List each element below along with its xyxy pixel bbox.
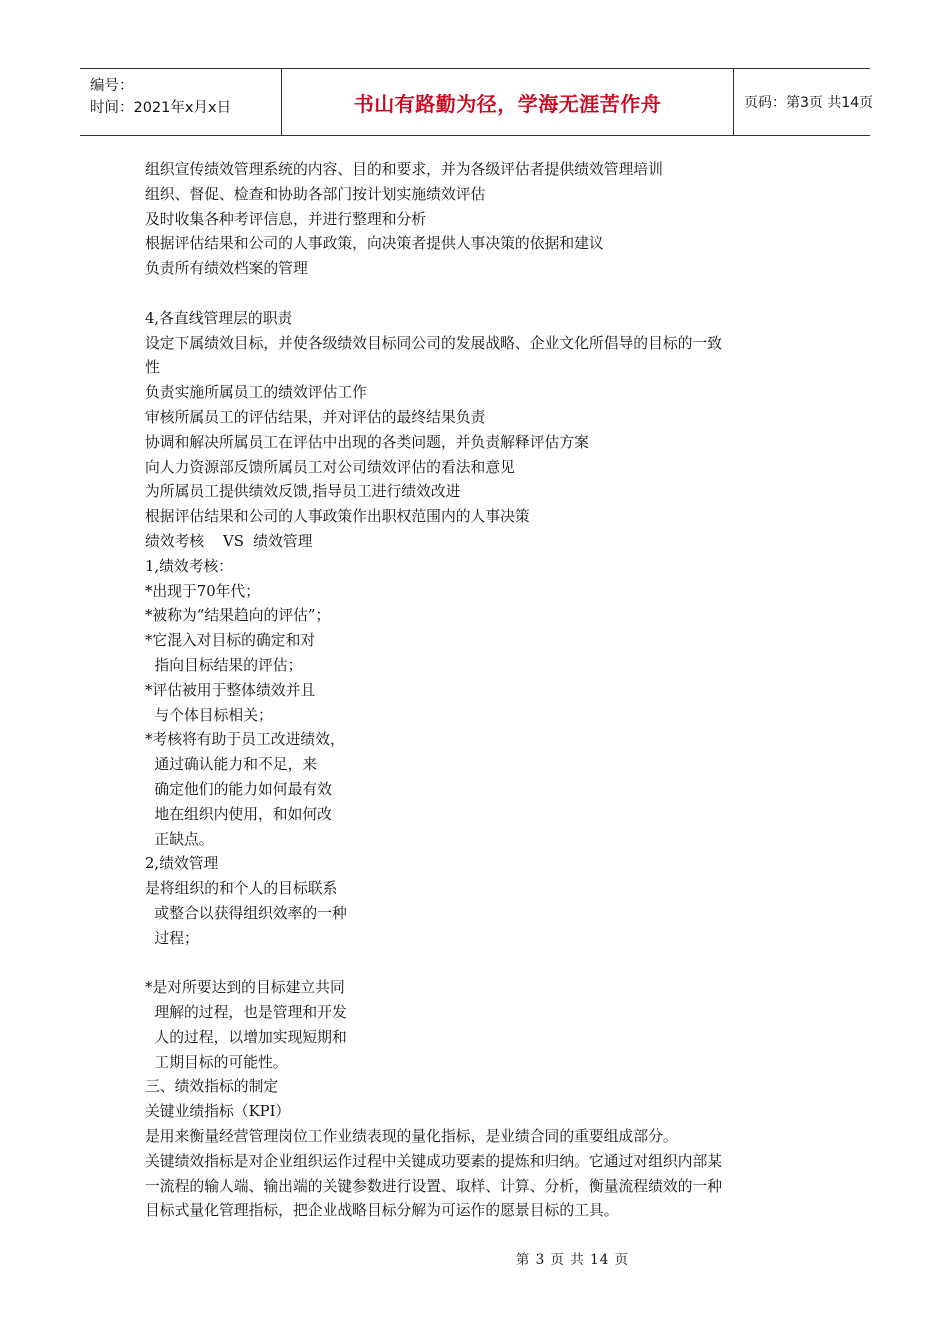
body-line: 协调和解决所属员工在评估中出现的各类问题，并负责解释评估方案 — [145, 433, 589, 451]
body-line: 工期目标的可能性。 — [145, 1053, 288, 1071]
blank-line — [145, 952, 810, 977]
body-line: *是对所要达到的目标建立共同 — [145, 979, 345, 997]
body-line: 根据评估结果和公司的人事政策，向决策者提供人事决策的依据和建议 — [145, 235, 604, 253]
footer-page-number: 第 3 页 共 14 页 — [515, 1252, 630, 1268]
body-line: 三、绩效指标的制定 — [145, 1078, 279, 1096]
motto-text: 书山有路勤为径，学海无涯苦作舟 — [353, 91, 662, 116]
header-motto-cell — [282, 69, 734, 135]
body-line: 为所属员工提供绩效反馈,指导员工进行绩效改进 — [145, 483, 461, 501]
time-label: 时间：2021年x月x日 — [90, 100, 232, 116]
body-line: *被称为“结果趋向的评估”； — [145, 607, 331, 625]
body-line: 理解的过程，也是管理和开发 — [145, 1004, 347, 1022]
body-line: 目标式量化管理指标，把企业战略目标分解为可运作的愿景目标的工具。 — [145, 1202, 619, 1220]
body-line: 绩效考核 VS 绩效管理 — [145, 532, 313, 550]
body-line: 关键绩效指标是对企业组织运作过程中关键成功要素的提炼和归纳。它通过对组织内部某 — [145, 1152, 723, 1170]
body-line: 确定他们的能力如何最有效 — [145, 780, 332, 798]
blank-line — [145, 282, 810, 307]
body-line: 正缺点。 — [145, 830, 214, 848]
body-line: *评估被用于整体绩效并且 — [145, 681, 316, 699]
page-info: 页码：第3页 共14页 — [744, 95, 874, 111]
body-line: 负责实施所属员工的绩效评估工作 — [145, 384, 367, 402]
body-line: 过程； — [145, 929, 199, 947]
body-line: 或整合以获得组织效率的一种 — [145, 904, 347, 922]
body-line: 1,绩效考核： — [145, 557, 234, 575]
body-line: *出现于70年代； — [145, 582, 261, 600]
body-line: 人的过程，以增加实现短期和 — [145, 1028, 347, 1046]
body-line: 组织、督促、检查和协助各部门按计划实施绩效评估 — [145, 185, 486, 203]
body-line: 及时收集各种考评信息，并进行整理和分析 — [145, 210, 427, 228]
header-page-cell — [734, 69, 874, 135]
body-line: 一流程的输人端、输出端的关键参数进行设置、取样、计算、分析，衡量流程绩效的一种 — [145, 1177, 723, 1195]
body-line: 性 — [145, 359, 160, 377]
body-line: 2,绩效管理 — [145, 855, 219, 873]
body-line: 是用来衡量经营管理岗位工作业绩表现的量化指标，是业绩合同的重要组成部分。 — [145, 1128, 678, 1146]
body-line: 根据评估结果和公司的人事政策作出职权范围内的人事决策 — [145, 508, 530, 526]
body-line: 通过确认能力和不足，来 — [145, 756, 318, 774]
body-line: *考核将有助于员工改进绩效， — [145, 731, 345, 749]
body-line: 地在组织内使用，和如何改 — [145, 805, 332, 823]
body-line: 负责所有绩效档案的管理 — [145, 260, 308, 278]
page-header — [80, 68, 874, 136]
body-line: 向人力资源部反馈所属员工对公司绩效评估的看法和意见 — [145, 458, 515, 476]
body-line: 指向目标结果的评估； — [145, 656, 303, 674]
body-line: 设定下属绩效目标，并使各级绩效目标同公司的发展战略、企业文化所倡导的目标的一致 — [145, 334, 723, 352]
document-body — [145, 158, 810, 1224]
page-footer — [0, 1248, 950, 1268]
body-line: 4,各直线管理层的职责 — [145, 309, 293, 327]
header-left-cell — [80, 69, 282, 135]
body-line: 与个体目标相关； — [145, 706, 273, 724]
body-line: 是将组织的和个人的目标联系 — [145, 880, 338, 898]
number-label: 编号： — [90, 78, 134, 94]
body-line: 组织宣传绩效管理系统的内容、目的和要求，并为各级评估者提供绩效管理培训 — [145, 161, 663, 178]
body-line: 关键业绩指标（KPI） — [145, 1103, 291, 1121]
body-line: *它混入对目标的确定和对 — [145, 632, 316, 650]
body-line: 审核所属员工的评估结果，并对评估的最终结果负责 — [145, 408, 486, 426]
